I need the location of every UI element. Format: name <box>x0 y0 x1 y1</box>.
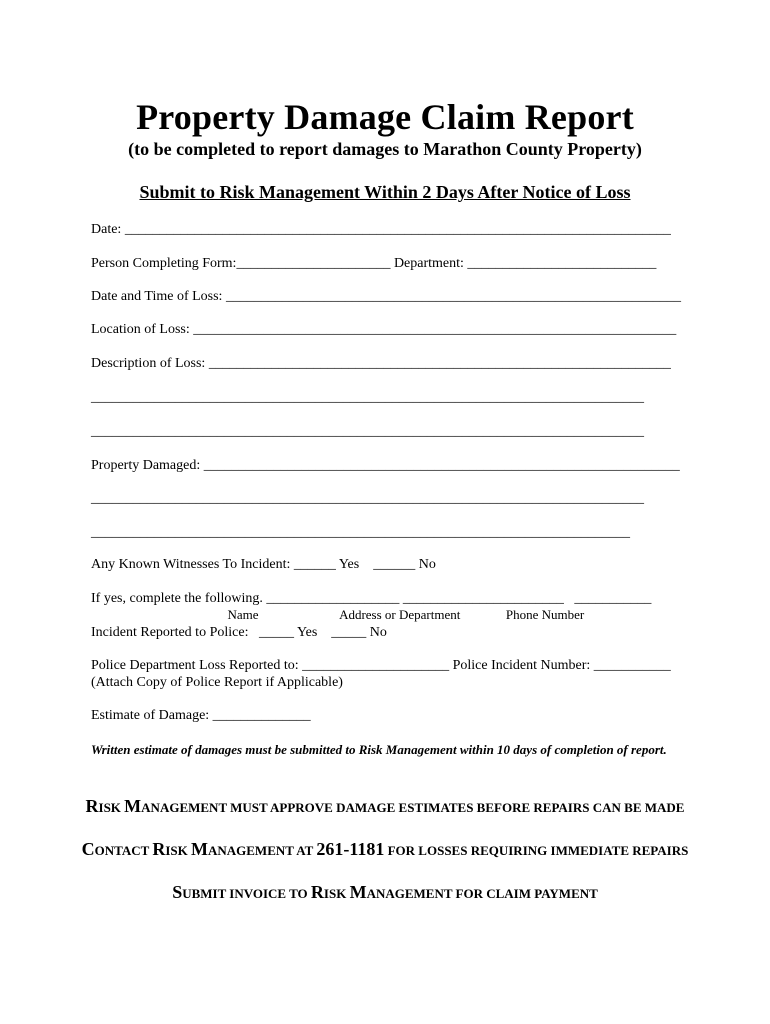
location-loss-field[interactable]: Location of Loss: _____________________________________________________________________ <box>91 322 677 337</box>
estimate-field[interactable]: Estimate of Damage: ______________ <box>91 708 311 723</box>
form-subtitle: (to be completed to report damages to Marathon County Property) <box>128 139 642 159</box>
witness-column-labels: Name Address or Department Phone Number <box>91 607 585 622</box>
property-damaged-field[interactable]: Property Damaged: ____________________________________________________________________ <box>91 458 680 473</box>
person-department-field[interactable]: Person Completing Form:______________________ Department: ___________________________ <box>91 256 657 271</box>
notice-submit-invoice: SUBMIT INVOICE TO RISK MANAGEMENT FOR CLAIM PAYMENT <box>172 882 598 902</box>
description-line-3[interactable]: _______________________________________________________________________________ <box>91 424 644 439</box>
description-line-2[interactable]: _______________________________________________________________________________ <box>91 390 644 405</box>
attach-copy-note: (Attach Copy of Police Report if Applicable) <box>91 675 343 690</box>
date-field[interactable]: Date: ______________________________________________________________________________ <box>91 222 671 237</box>
witnesses-field[interactable]: Any Known Witnesses To Incident: ______ Yes ______ No <box>91 557 436 572</box>
notice-approve-estimates: RISK MANAGEMENT MUST APPROVE DAMAGE ESTIMATES BEFORE REPAIRS CAN BE MADE <box>85 796 685 816</box>
witness-details-field[interactable]: If yes, complete the following. ___________________ _______________________ ___________ <box>91 591 652 606</box>
written-estimate-note: Written estimate of damages must be submitted to Risk Management within 10 days of completion of report. <box>91 742 667 757</box>
date-time-loss-field[interactable]: Date and Time of Loss: _________________________________________________________________ <box>91 289 681 304</box>
form-title: Property Damage Claim Report <box>136 97 634 137</box>
notice-contact-risk: CONTACT RISK MANAGEMENT AT 261-1181 FOR LOSSES REQUIRING IMMEDIATE REPAIRS <box>81 839 689 859</box>
description-loss-field[interactable]: Description of Loss: __________________________________________________________________ <box>91 356 671 371</box>
property-line-2[interactable]: _______________________________________________________________________________ <box>91 491 644 506</box>
police-department-field[interactable]: Police Department Loss Reported to: _____________________ Police Incident Number: ___________ <box>91 658 671 673</box>
incident-reported-field[interactable]: Incident Reported to Police: _____ Yes _____ No <box>91 625 387 640</box>
property-line-3[interactable]: _____________________________________________________________________________ <box>91 525 630 540</box>
submit-heading: Submit to Risk Management Within 2 Days After Notice of Loss <box>139 182 631 202</box>
